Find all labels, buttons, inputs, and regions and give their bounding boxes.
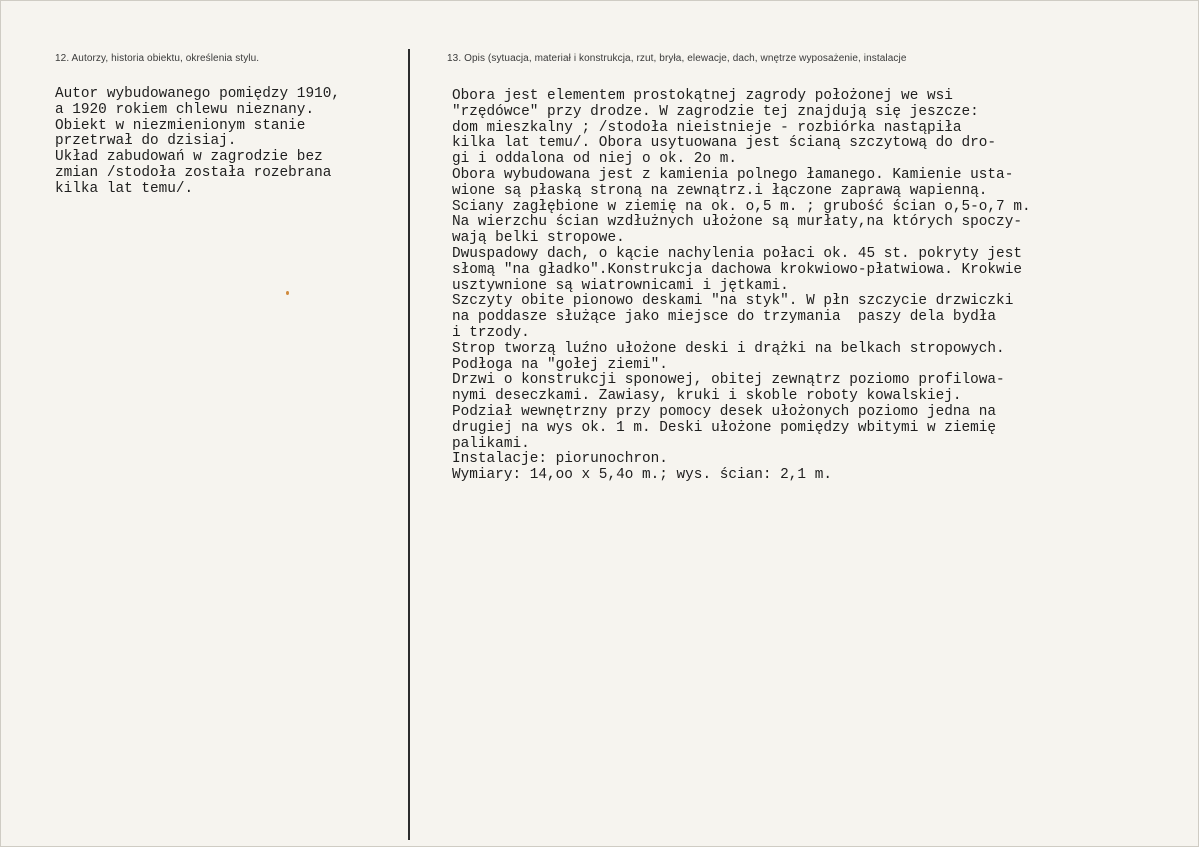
column-divider [408,49,410,840]
section-13-typed-text: Obora jest elementem prostokątnej zagrody położonej we wsi "rzędówce" przy drodze. W zagrodzie tej znajdują się jeszcze: dom mieszkalny ; /stodoła nieistnieje - rozbiórka nastąpiła kilka lat temu/. Obora usytuowana jest ścianą szczytową do dro- gi i oddalona od niej o ok. 2o m. Obora wybudowana jest z kamienia polnego łamanego. Kamienie usta- wione są płaską stroną na zewnątrz.i łączone zaprawą wapienną. Sciany zagłębione w ziemię na ok. o,5 m. ; grubość ścian o,5-o,7 m. Na wierzchu ścian wzdłużnych ułożone są murłaty,na których spoczy- wają belki stropowe. Dwuspadowy dach, o kącie nachylenia połaci ok. 45 st. pokryty jest słomą "na gładko".Konstrukcja dachowa krokwiowo-płatwiowa. Krokwie usztywnione są wiatrownicami i jętkami. Szczyty obite pionowo deskami "na styk". W płn szczycie drzwiczki na poddasze służące jako miejsce do trzymania paszy dela bydła i trzody. Strop tworzą luźno ułożone deski i drążki na belkach stropowych. Podłoga na "gołej ziemi". Drzwi o konstrukcji sponowej, obitej zewnątrz poziomo profilowa- nymi deseczkami. Zawiasy, kruki i skoble roboty kowalskiej. Podział wewnętrzny przy pomocy desek ułożonych poziomo jedna na drugiej na wys ok. 1 m. Deski ułożone pomiędzy wbitymi w ziemię palikami. Instalacje: piorunochron. Wymiary: 14,oo x 5,4o m.; wys. ścian: 2,1 m. [452,88,1031,484]
ink-spot [286,291,289,295]
section-12-header: 12. Autorzy, historia obiektu, określenia stylu. [55,53,260,64]
section-13-header: 13. Opis (sytuacja, materiał i konstrukcja, rzut, bryła, elewacje, dach, wnętrze wyposażenie, instalacje [447,53,907,64]
section-12-typed-text: Autor wybudowanego pomiędzy 1910, a 1920 rokiem chlewu nieznany. Obiekt w niezmienionym stanie przetrwał do dzisiaj. Układ zabudowań w zagrodzie bez zmian /stodoła została rozebrana kilka lat temu/. [55,86,340,197]
